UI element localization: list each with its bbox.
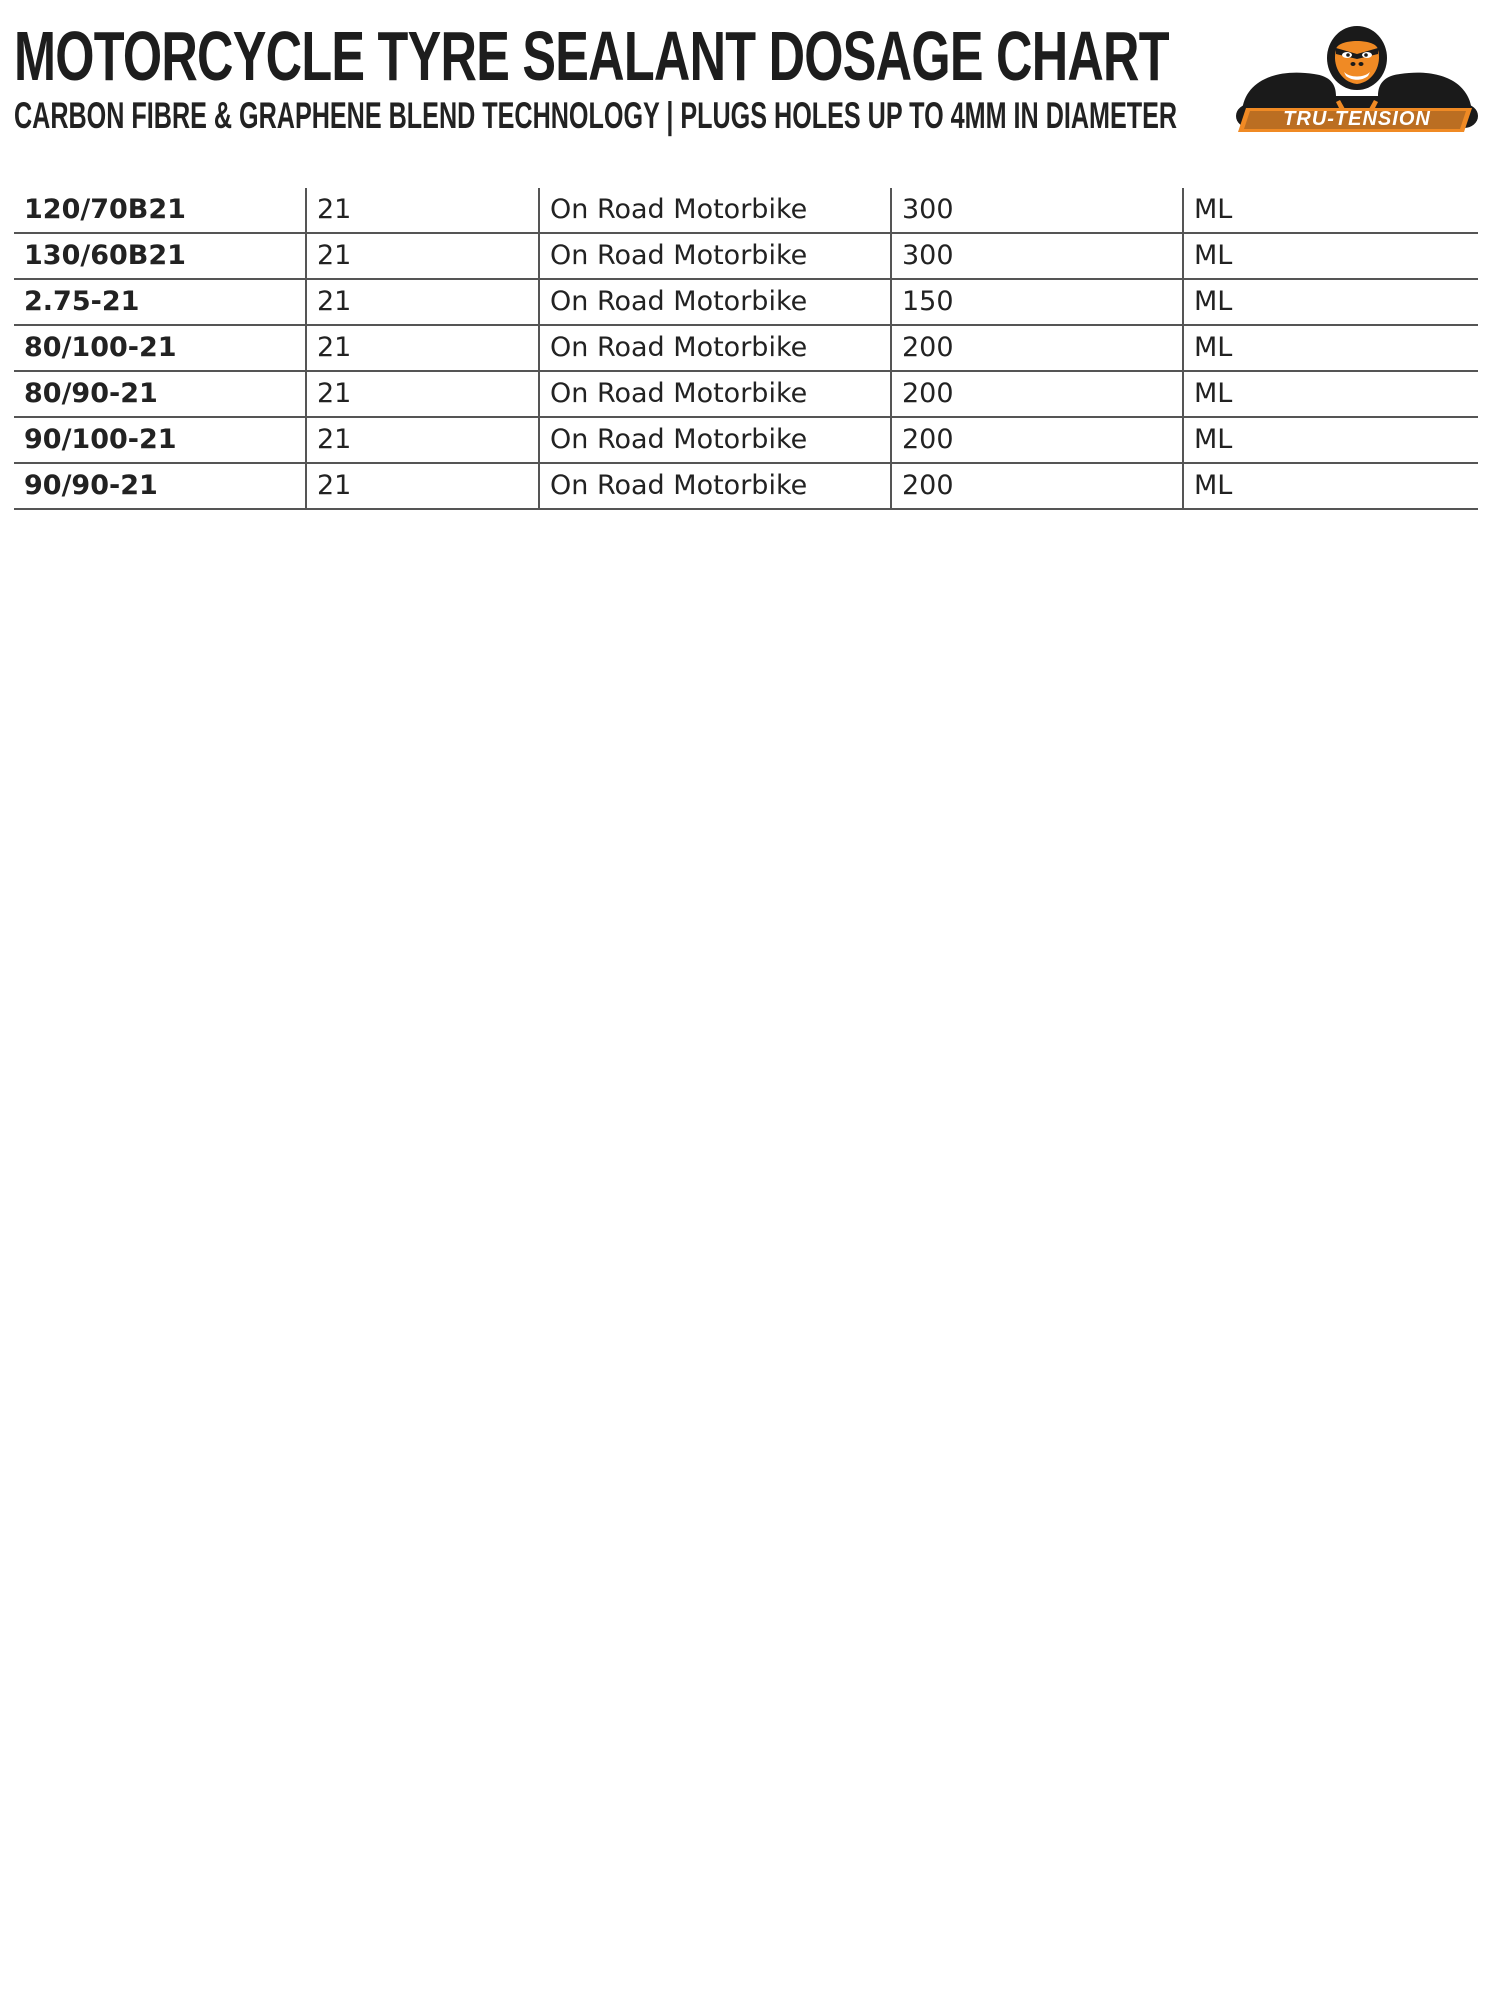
tyre-size-cell: 90/100-21 (14, 417, 306, 463)
vehicle-type-cell: On Road Motorbike (539, 233, 891, 279)
dosage-amount-cell: 200 (891, 325, 1183, 371)
table-row (14, 279, 1478, 325)
page-title: MOTORCYCLE TYRE SEALANT DOSAGE CHART (14, 17, 1169, 95)
tyre-size-cell: 2.75-21 (14, 279, 306, 325)
vehicle-type-cell: On Road Motorbike (539, 417, 891, 463)
dosage-unit-cell: ML (1183, 463, 1478, 509)
brand-logo (1232, 24, 1482, 136)
page-header (14, 17, 1178, 136)
vehicle-type-cell: On Road Motorbike (539, 188, 891, 233)
table-row (14, 371, 1478, 417)
page-subtitle: CARBON FIBRE & GRAPHENE BLEND TECHNOLOGY | PLUGS HOLES UP TO 4MM IN DIAMETER (14, 95, 1178, 136)
table-row (14, 233, 1478, 279)
dosage-amount-cell: 200 (891, 371, 1183, 417)
tyre-size-cell: 80/90-21 (14, 371, 306, 417)
tyre-size-cell: 120/70B21 (14, 188, 306, 233)
vehicle-type-cell: On Road Motorbike (539, 279, 891, 325)
dosage-table (14, 188, 1478, 510)
dosage-amount-cell: 300 (891, 188, 1183, 233)
dosage-amount-cell: 150 (891, 279, 1183, 325)
brand-logo-text: TRU-TENSION (1283, 108, 1431, 130)
dosage-amount-cell: 300 (891, 233, 1183, 279)
rim-size-cell: 21 (306, 463, 539, 509)
tyre-size-cell: 130/60B21 (14, 233, 306, 279)
dosage-unit-cell: ML (1183, 233, 1478, 279)
table-row (14, 325, 1478, 371)
dosage-amount-cell: 200 (891, 417, 1183, 463)
rim-size-cell: 21 (306, 325, 539, 371)
dosage-unit-cell: ML (1183, 325, 1478, 371)
rim-size-cell: 21 (306, 188, 539, 233)
tyre-size-cell: 80/100-21 (14, 325, 306, 371)
table-row (14, 463, 1478, 509)
vehicle-type-cell: On Road Motorbike (539, 371, 891, 417)
dosage-unit-cell: ML (1183, 417, 1478, 463)
table-row (14, 188, 1478, 233)
dosage-unit-cell: ML (1183, 279, 1478, 325)
rim-size-cell: 21 (306, 417, 539, 463)
vehicle-type-cell: On Road Motorbike (539, 325, 891, 371)
vehicle-type-cell: On Road Motorbike (539, 463, 891, 509)
table-row (14, 417, 1478, 463)
dosage-unit-cell: ML (1183, 188, 1478, 233)
dosage-amount-cell: 200 (891, 463, 1183, 509)
tyre-size-cell: 90/90-21 (14, 463, 306, 509)
rim-size-cell: 21 (306, 371, 539, 417)
rim-size-cell: 21 (306, 233, 539, 279)
dosage-unit-cell: ML (1183, 371, 1478, 417)
rim-size-cell: 21 (306, 279, 539, 325)
